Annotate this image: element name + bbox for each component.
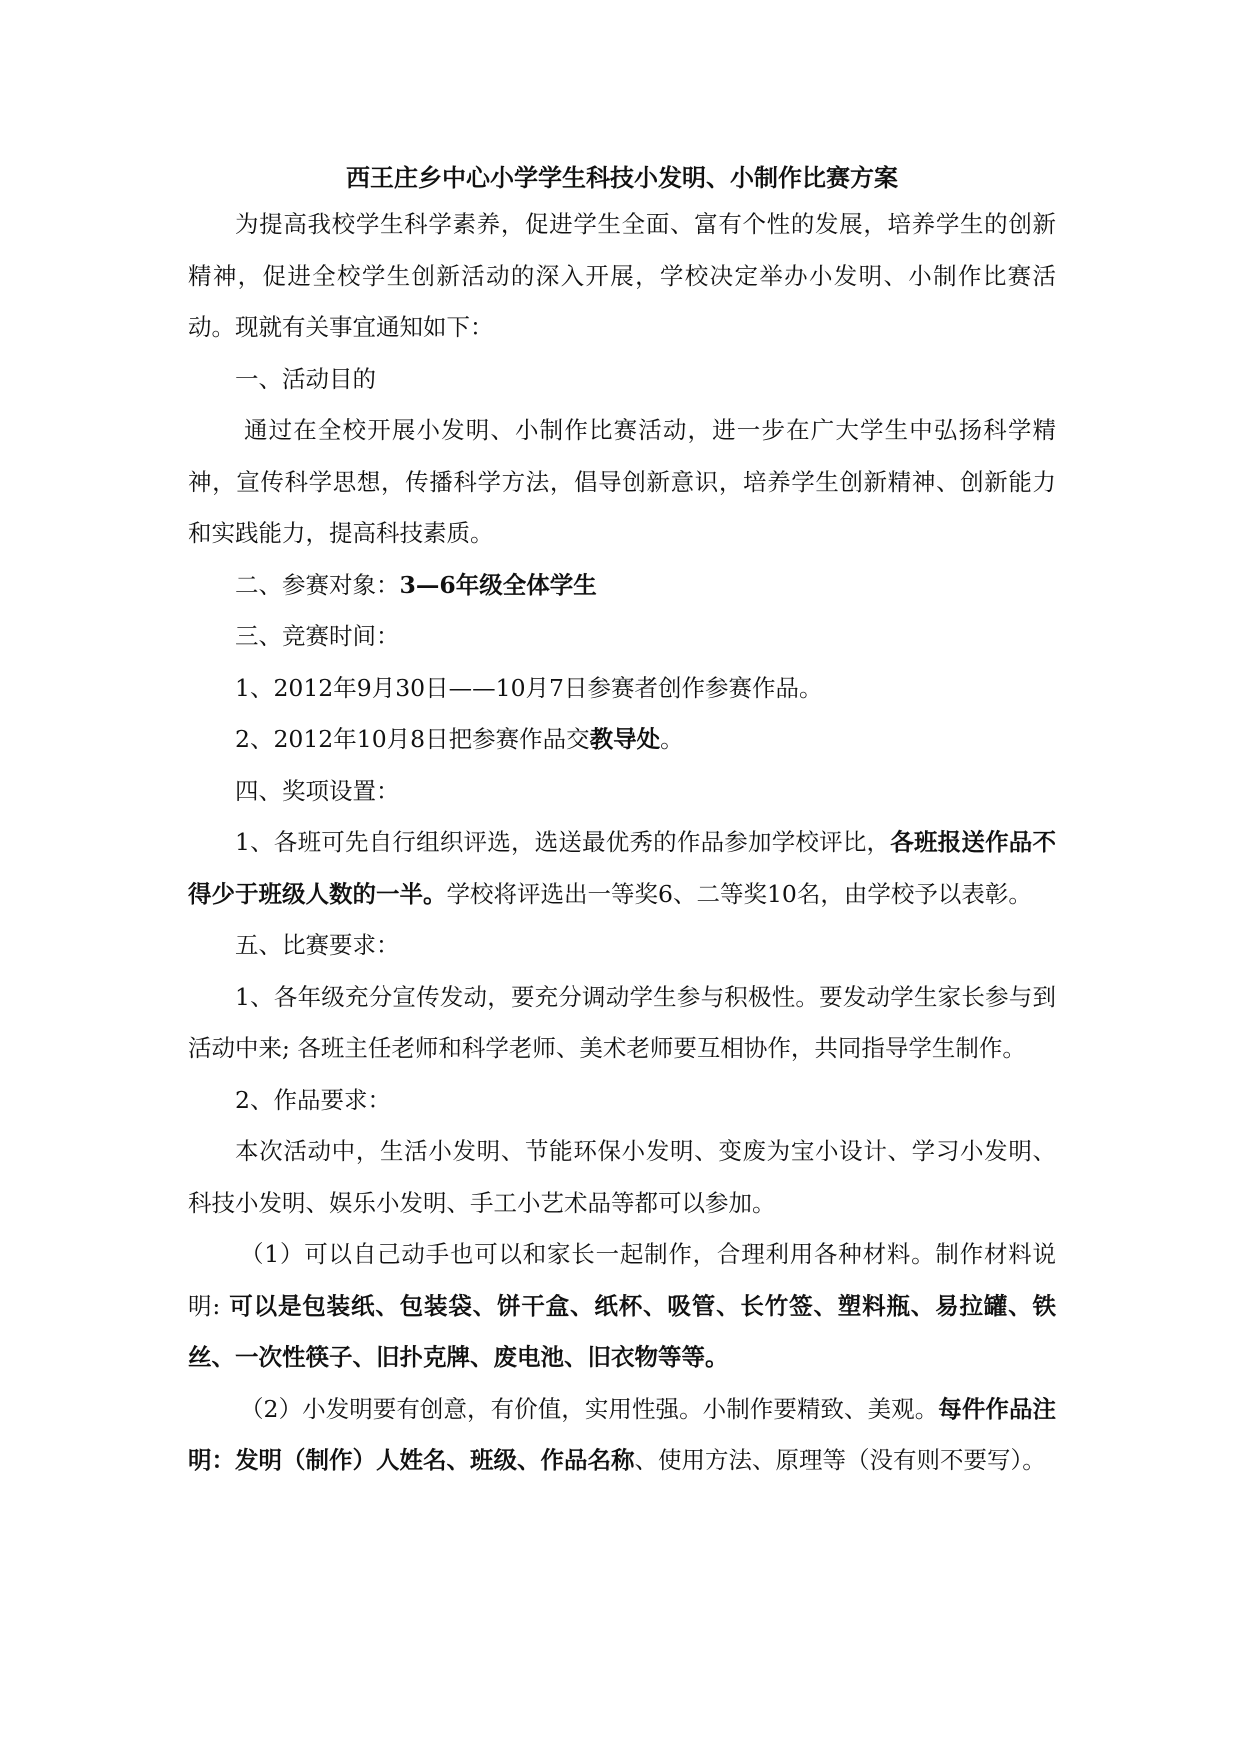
- section-5-item-2-body: 本次活动中，生活小发明、节能环保小发明、变废为宝小设计、学习小发明、科技小发明、娱乐小发明、手工小艺术品等都可以参加。: [188, 1137, 1056, 1217]
- requirement-1-materials: 可以是包装纸、包装袋、饼干盒、纸杯、吸管、长竹签、塑料瓶、易拉罐、铁丝、一次性筷子、旧扑克牌、废电池、旧衣物等等。: [188, 1291, 1056, 1371]
- section-3-item-2-end: 。: [660, 725, 684, 753]
- intro-paragraph: 为提高我校学生科学素养，促进学生全面、富有个性的发展，培养学生的创新精神，促进全校学生创新活动的深入开展，学校决定举办小发明、小制作比赛活动。现就有关事宜通知如下：: [188, 210, 1056, 341]
- requirement-2-bold: 每件作品注明：发明（制作）人姓名、班级、作品名称: [188, 1394, 1057, 1474]
- section-1-body: 通过在全校开展小发明、小制作比赛活动，进一步在广大学生中弘扬科学精神，宣传科学思想，传播科学方法，倡导创新意识，培养学生创新精神、创新能力和实践能力，提高科技素质。: [188, 416, 1056, 547]
- section-2-target: 3—6年级全体学生: [399, 570, 597, 599]
- section-3-item-2-bold: 教导处: [589, 725, 661, 753]
- section-5-heading: 五、比赛要求：: [235, 931, 400, 959]
- requirement-1: [188, 1229, 1056, 1384]
- section-4-item-1-text-a: 1、各班可先自行组织评选，选送最优秀的作品参加学校评比，: [235, 828, 891, 856]
- requirement-2: [188, 1384, 1056, 1487]
- section-3-item-1: 1、2012年9月30日——10月7日参赛者创作参赛作品。: [235, 673, 823, 702]
- document-body: [188, 157, 1056, 1487]
- section-4-item-1-bold: 各班报送作品不得少于班级人数的一半。: [188, 828, 1057, 908]
- document-title: 西王庄乡中心小学学生科技小发明、小制作比赛方案: [346, 163, 898, 192]
- section-3-item-2: [188, 714, 1056, 766]
- requirement-2-text-b: 、使用方法、原理等（没有则不要写）。: [634, 1446, 1046, 1474]
- section-4-heading: 四、奖项设置：: [235, 776, 400, 805]
- section-3-heading: 三、竞赛时间：: [235, 622, 400, 650]
- section-5-item-2-heading: 2、作品要求：: [235, 1085, 391, 1114]
- requirement-2-text-a: （2）小发明要有创意，有价值，实用性强。小制作要精致、美观。: [240, 1394, 939, 1423]
- requirement-1-text: （1）可以自己动手也可以和家长一起制作，合理利用各种材料。制作材料说明:: [188, 1240, 1056, 1320]
- section-2-heading: [188, 560, 1056, 612]
- section-4-item-1: [188, 817, 1056, 920]
- section-5-item-1: 1、各年级充分宣传发动，要充分调动学生参与积极性。要发动学生家长参与到活动中来; 各班主任老师和科学老师、美术老师要互相协作，共同指导学生制作。: [188, 982, 1056, 1062]
- section-4-item-1-text-b: 学校将评选出一等奖6、二等奖10名，由学校予以表彰。: [446, 879, 1032, 908]
- section-2-label: 二、参赛对象：: [235, 570, 400, 599]
- section-1-heading: 一、活动目的: [235, 364, 376, 393]
- section-3-item-2-text: 2、2012年10月8日把参赛作品交: [235, 725, 590, 753]
